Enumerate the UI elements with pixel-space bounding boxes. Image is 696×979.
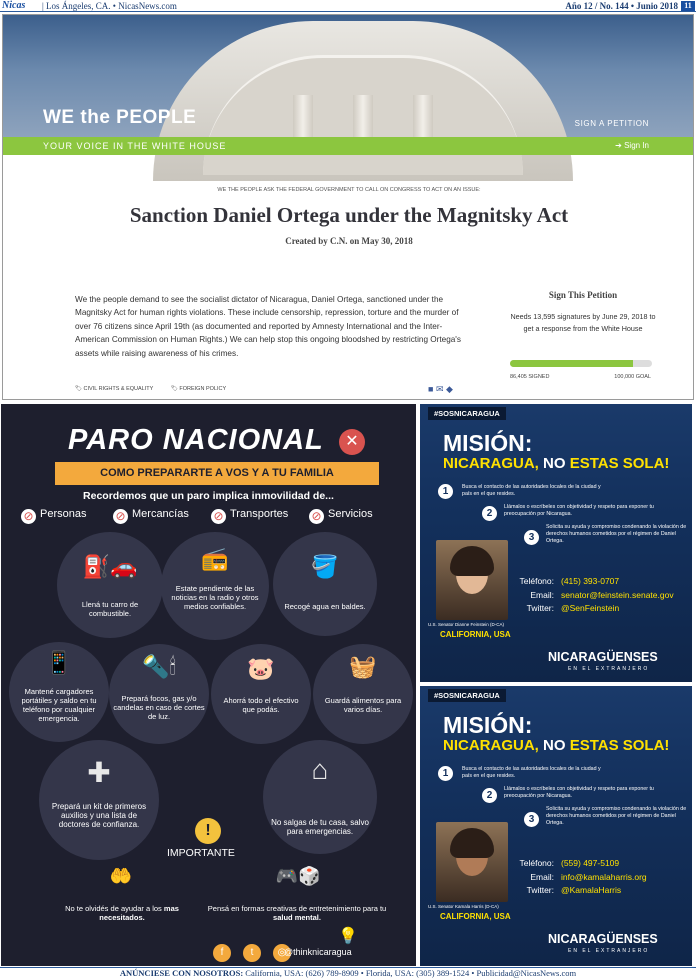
helping-hand-icon: 🤲: [109, 866, 133, 886]
paro-remember: Recordemos que un paro implica inmovilidad de...: [83, 490, 334, 502]
state-label: CALIFORNIA, USA: [440, 912, 511, 921]
nicaragua-slogan: NICARAGUA, NO ESTAS SOLA!: [443, 737, 670, 754]
step-1-text: Busca el contacto de las autoridades locales de la ciudad y país en el que resides.: [462, 766, 601, 780]
twitter-label: Twitter:: [526, 603, 554, 613]
page-number: 11: [681, 1, 695, 11]
flashlight-candle-icon: 🔦🕯: [142, 654, 176, 679]
step-2-text: Llámalos o escríbeles con objetividad y respeto para exponer tu preocupación por Nicaragua.: [504, 786, 654, 800]
email-value: info@kamalaharris.org: [561, 872, 647, 882]
email-label: Email:: [530, 872, 554, 882]
social-handle: @thinknicaragua: [284, 947, 352, 957]
signature-goal: 100,000 GOAL: [614, 374, 651, 380]
step-1-number: 1: [438, 766, 453, 781]
important-label: IMPORTANTE: [167, 847, 235, 859]
step-3-number: 3: [524, 530, 539, 545]
tip-lights: Prepará focos, gas y/o candelas en caso de cortes de luz.: [113, 694, 205, 721]
signatures-needed: Needs 13,595 signatures by June 29, 2018 to get a response from the White House: [510, 312, 656, 334]
state-label: CALIFORNIA, USA: [440, 630, 511, 639]
photo-caption: U.S. Senator Kamala Harris (D-CA): [428, 904, 499, 909]
step-3-text: Solicita su ayuda y compromiso condenando la violación de derechos humanos cometidos por el régimen de Daniel Ortega.: [546, 806, 687, 827]
phone-icon: 📱: [45, 650, 73, 675]
fuel-pump-car-icon: ⛽🚗: [82, 554, 138, 579]
tip-food: Guardá alimentos para varios días.: [324, 696, 402, 714]
header-location: | Los Ángeles, CA. • NicasNews.com: [42, 1, 177, 11]
foot-help: No te olvidés de ayudar a los mas necesitados.: [65, 904, 179, 922]
tip-home: No salgas de tu casa, salvo para emergencias.: [271, 818, 369, 836]
no-servicios: ⊘ Servicios: [309, 508, 373, 524]
twitter-value: @SenFeinstein: [561, 603, 620, 613]
piggy-bank-icon: 🐷: [247, 656, 275, 681]
paro-subtitle-band: COMO PREPARARTE A VOS Y A TU FAMILIA: [55, 462, 379, 485]
phone-label: Teléfono:: [519, 858, 554, 868]
white-house-hero: [3, 15, 694, 137]
signature-progress-bar: [510, 360, 652, 367]
tip-circle-water: [273, 532, 377, 636]
email-label: Email:: [530, 590, 554, 600]
tag-civil-rights[interactable]: 🏷 CIVIL RIGHTS & EQUALITY: [75, 386, 154, 392]
step-3-number: 3: [524, 812, 539, 827]
important-icon: !: [195, 818, 221, 844]
games-icon: 🎮🎲: [275, 866, 321, 886]
foot-mental-health: Pensá en formas creativas de entretenimiento para tu salud mental.: [207, 904, 387, 922]
tip-phone: Mantené cargadores portátiles y saldo en tu teléfono por cualquier emergencia.: [21, 687, 97, 723]
share-icons: [428, 384, 453, 395]
petition-screenshot: [2, 14, 694, 400]
step-2-number: 2: [482, 506, 497, 521]
mision-heading: MISIÓN:: [443, 430, 533, 456]
photo-caption: U.S. Senator Dianne Feinstein (D-CA): [428, 622, 505, 627]
signed-count: 86,405 SIGNED: [510, 374, 550, 380]
no-entry-icon: ⊘: [113, 509, 128, 524]
tagline-bar: [3, 137, 694, 155]
phone-value: (415) 393-0707: [561, 576, 620, 586]
header-issue: Año 12 / No. 144 • Junio 2018: [565, 1, 678, 11]
we-the-people-logo: WE the PEOPLE: [43, 107, 197, 128]
brand-name: NICARAGÜENSES: [548, 650, 658, 664]
brand-name: NICARAGÜENSES: [548, 932, 658, 946]
progress-fill: [510, 360, 633, 367]
tip-fuel: Llená tu carro de combustible.: [81, 600, 139, 618]
sign-in-link[interactable]: ➔ Sign In: [615, 141, 649, 150]
no-entry-icon: ⊘: [21, 509, 36, 524]
petition-title: Sanction Daniel Ortega under the Magnitsky Act: [129, 203, 569, 227]
step-1-text: Busca el contacto de las autoridades locales de la ciudad y país en el que resides.: [462, 484, 601, 498]
twitter-label: Twitter:: [526, 885, 554, 895]
facebook-icon[interactable]: ■: [428, 384, 434, 394]
email-value: senator@feinstein.senate.gov: [561, 590, 674, 600]
tip-firstaid: Prepará un kit de primeros auxilios y una lista de doctores de confianza.: [51, 802, 147, 829]
facebook-icon[interactable]: f: [213, 944, 231, 962]
house-icon: ⌂: [311, 754, 329, 785]
petition-created: Created by C.N. on May 30, 2018: [285, 236, 413, 246]
twitter-icon[interactable]: t: [243, 944, 261, 962]
paro-nacional-infographic: [1, 404, 416, 966]
step-3-text: Solicita su ayuda y compromiso condenando la violación de derechos humanos cometidos por el régimen de Daniel Ortega.: [546, 524, 687, 545]
step-1-number: 1: [438, 484, 453, 499]
tip-radio: Estate pendiente de las noticias en la radio y otros medios confiables.: [171, 584, 259, 611]
lightbulb-icon: 💡: [338, 928, 358, 945]
hashtag: #SOSNICARAGUA: [428, 407, 506, 420]
issue-tags: [75, 386, 242, 392]
first-aid-kit-icon: ✚: [87, 757, 111, 788]
sign-in-icon: ➔: [615, 141, 625, 150]
no-entry-icon: ⊘: [309, 509, 324, 524]
no-entry-icon: ⊘: [211, 509, 226, 524]
petition-kicker: WE THE PEOPLE ASK THE FEDERAL GOVERNMENT TO CALL ON CONGRESS TO ACT ON AN ISSUE:: [217, 187, 481, 193]
instagram-icon[interactable]: ◎: [273, 944, 291, 962]
water-bucket-icon: 🪣: [311, 554, 339, 579]
hashtag: #SOSNICARAGUA: [428, 689, 506, 702]
brand-subtitle: EN EL EXTRANJERO: [568, 666, 650, 672]
tip-cash: Ahorrá todo el efectivo que podás.: [223, 696, 299, 714]
email-icon[interactable]: ✉: [435, 384, 444, 394]
mision-heading: MISIÓN:: [443, 712, 533, 738]
tag-foreign-policy[interactable]: 🏷 FOREIGN POLICY: [170, 386, 227, 392]
tip-water: Recogé agua en baldes.: [284, 602, 366, 611]
close-x-icon: ✕: [339, 429, 365, 455]
radio-icon: 📻: [201, 546, 229, 571]
mision-card-feinstein: [420, 404, 692, 682]
newspaper-logo: Nicas: [2, 0, 26, 11]
brand-subtitle: EN EL EXTRANJERO: [568, 948, 650, 954]
no-transportes: ⊘ Transportes: [211, 508, 288, 524]
sign-petition-heading: Sign This Petition: [548, 290, 618, 300]
no-personas: ⊘ Personas: [21, 508, 86, 524]
tagline: YOUR VOICE IN THE WHITE HOUSE: [43, 141, 227, 151]
mision-card-harris: [420, 686, 692, 966]
phone-value: (559) 497-5109: [561, 858, 620, 868]
no-mercancias: ⊘ Mercancías: [113, 508, 189, 524]
paro-title: PARO NACIONAL: [68, 424, 324, 456]
phone-label: Teléfono:: [519, 576, 554, 586]
twitter-icon[interactable]: ◆: [446, 384, 453, 394]
sign-petition-link[interactable]: SIGN A PETITION: [574, 119, 649, 128]
page-header: [0, 0, 696, 12]
petition-body: We the people demand to see the socialist dictator of Nicaragua, Daniel Ortega, sanctioned under the Magnitsky Act for human rights violations. These include censorship, repression, torture and the murder of over 76 citizens since April 19th (as documented and reported by Amnesty International and the Inter-American Commission on Human Rights.) We can help stop this ongoing bloodshed by restricting Ortega's assets while raising awareness of his crimes.: [75, 295, 461, 358]
nicaragua-slogan: NICARAGUA, NO ESTAS SOLA!: [443, 455, 670, 472]
step-2-number: 2: [482, 788, 497, 803]
twitter-value: @KamalaHarris: [561, 885, 622, 895]
advertising-footer: ANÚNCIESE CON NOSOTROS: California, USA: (626) 789-8909 • Florida, USA: (305) 389-1524 • Publicidad@NicasNews.com: [0, 967, 696, 979]
food-basket-icon: 🧺: [349, 654, 377, 679]
tip-circle-fuel: [57, 532, 163, 638]
step-2-text: Llámalos o escríbeles con objetividad y respeto para exponer tu preocupación por Nicaragua.: [504, 504, 654, 518]
